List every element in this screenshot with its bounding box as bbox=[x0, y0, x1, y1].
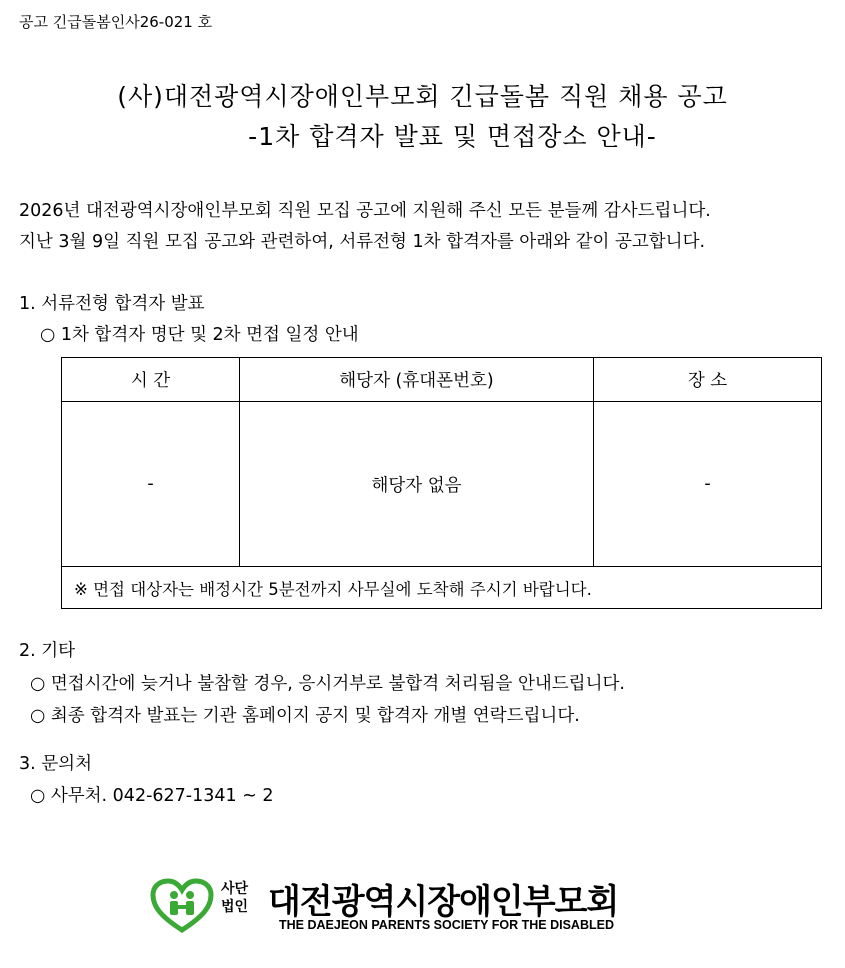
legal-line-2: 법인 bbox=[221, 899, 249, 915]
section1-heading: 1. 서류전형 합격자 발표 bbox=[19, 294, 205, 314]
heart-logo-icon bbox=[150, 878, 214, 934]
intro-line-2: 지난 3월 9일 직원 모집 공고와 관련하여, 서류전형 1차 합격자를 아래와 같이 공고합니다. bbox=[19, 232, 706, 252]
cell-time: - bbox=[62, 402, 240, 567]
header-location: 장 소 bbox=[594, 358, 822, 402]
organization-name: 대전광역시장애인부모회 bbox=[268, 882, 619, 922]
section3-heading: 3. 문의처 bbox=[19, 754, 92, 774]
cell-candidate: 해당자 없음 bbox=[240, 402, 594, 567]
intro-line-1: 2026년 대전광역시장애인부모회 직원 모집 공고에 지원해 주신 모든 분들께 감사드립니다. bbox=[19, 201, 711, 221]
page-title: (사)대전광역시장애인부모회 긴급돌봄 직원 채용 공고 bbox=[117, 82, 728, 111]
cell-location: - bbox=[594, 402, 822, 567]
legal-entity-label bbox=[221, 880, 248, 916]
table-note: ※ 면접 대상자는 배정시간 5분전까지 사무실에 도착해 주시기 바랍니다. bbox=[62, 567, 822, 609]
table-header-row bbox=[62, 358, 822, 402]
header-time: 시 간 bbox=[62, 358, 240, 402]
schedule-table bbox=[61, 357, 822, 609]
intro-paragraph bbox=[19, 196, 711, 258]
section1-bullet: ○ 1차 합격자 명단 및 2차 면접 일정 안내 bbox=[40, 325, 359, 345]
page-subtitle: -1차 합격자 발표 및 면접장소 안내- bbox=[248, 122, 657, 151]
organization-logo bbox=[150, 878, 730, 938]
section2-item-1: ○ 면접시간에 늦거나 불참할 경우, 응시거부로 불합격 처리됨을 안내드립니다. bbox=[30, 674, 625, 694]
table-row bbox=[62, 402, 822, 567]
section2-heading: 2. 기타 bbox=[19, 641, 76, 661]
legal-line-1: 사단 bbox=[221, 881, 249, 897]
table-note-row bbox=[62, 567, 822, 609]
section3-contact: ○ 사무처. 042-627-1341 ~ 2 bbox=[30, 786, 274, 806]
notice-number: 공고 긴급돌봄인사26-021 호 bbox=[19, 13, 213, 31]
section2-item-2: ○ 최종 합격자 발표는 기관 홈페이지 공지 및 합격자 개별 연락드립니다. bbox=[30, 706, 580, 726]
organization-name-english: THE DAEJEON PARENTS SOCIETY FOR THE DISABLED bbox=[279, 918, 614, 932]
header-candidate: 해당자 (휴대폰번호) bbox=[240, 358, 594, 402]
